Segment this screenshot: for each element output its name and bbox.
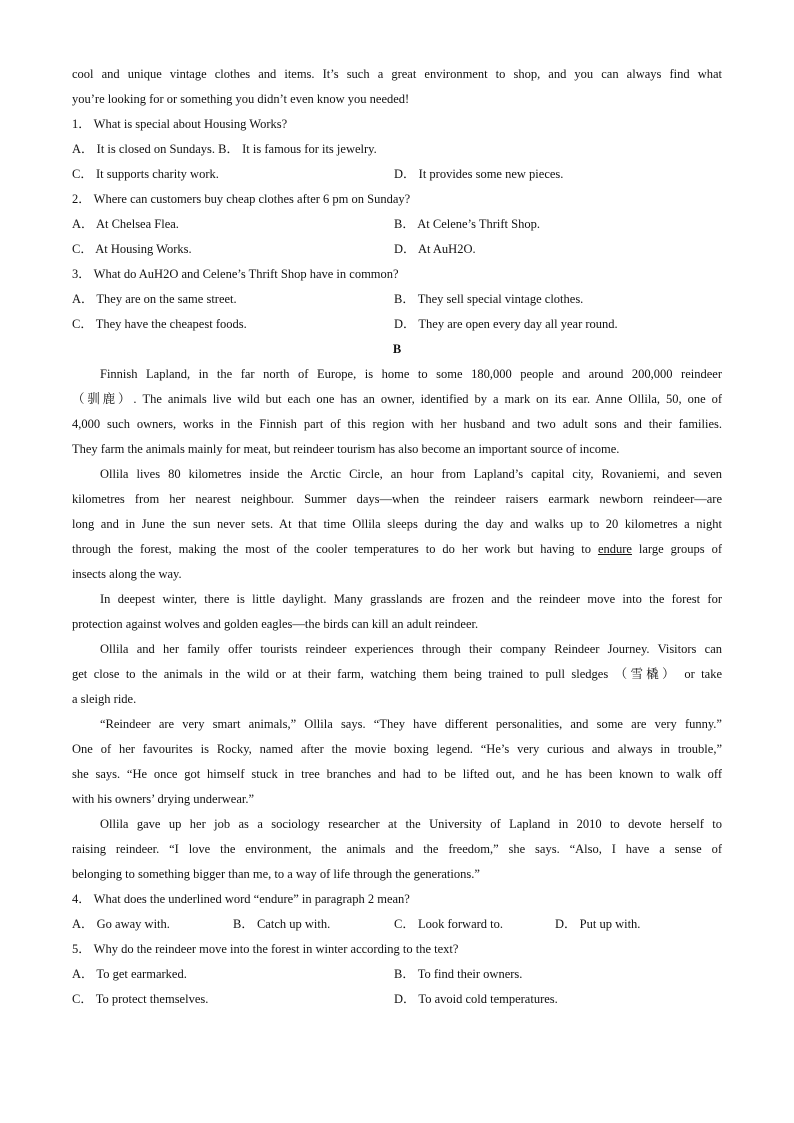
option-c: C． They have the cheapest foods. xyxy=(72,317,247,331)
passage-b-line: a sleigh ride. xyxy=(72,692,137,706)
passage-b-line: 4,000 such owners, works in the Finnish part of this region with her husband and two adult sons and their families. xyxy=(72,417,722,431)
passage-b-line: belonging to something bigger than me, to a way of life through the generations.” xyxy=(72,867,480,881)
question-3-stem: 3． What do AuH2O and Celene’s Thrift Shop have in common? xyxy=(72,267,399,281)
passage-b-line: Ollila gave up her job as a sociology researcher at the University of Lapland in 2010 to devote herself to xyxy=(100,817,722,831)
passage-a-line: you’re looking for or something you didn’t even know you needed! xyxy=(72,92,410,106)
question-4-stem: 4． What does the underlined word “endure” in paragraph 2 mean? xyxy=(72,892,410,906)
option-c: C． To protect themselves. xyxy=(72,992,209,1006)
passage-b-line: “Reindeer are very smart animals,” Ollila says. “They have different personalities, and some are very funny.” xyxy=(100,717,722,731)
passage-b-line: with his owners’ drying underwear.” xyxy=(72,792,255,806)
passage-b-line: she says. “He once got himself stuck in tree branches and had to be lifted out, and he has been known to walk off xyxy=(72,767,722,781)
question-1-options-ab: A． It is closed on Sundays. B． It is famous for its jewelry. xyxy=(72,142,377,156)
exam-page xyxy=(72,62,722,1012)
passage-b-line: raising reindeer. “I love the environment, the animals and the freedom,” she says. “Also, I have a sense of xyxy=(72,842,722,856)
passage-b-line: insects along the way. xyxy=(72,567,182,581)
passage-b-line: Ollila lives 80 kilometres inside the Arctic Circle, an hour from Lapland’s capital city, Rovaniemi, and seven xyxy=(100,467,722,481)
passage-b-line: They farm the animals mainly for meat, but reindeer tourism has also become an important source of income. xyxy=(72,442,620,456)
question-3-options-ab xyxy=(72,287,722,312)
passage-b-line xyxy=(72,537,722,562)
passage-b-line: get close to the animals in the wild or at their farm, watching them being trained to pull sledges （雪橇） or take xyxy=(72,667,722,681)
passage-b-line: In deepest winter, there is little daylight. Many grasslands are frozen and the reindeer move into the forest for xyxy=(100,592,722,606)
option-c: C． It supports charity work. xyxy=(72,167,219,181)
question-5-options-ab xyxy=(72,962,722,987)
question-3-options-cd xyxy=(72,312,722,337)
question-5-options-cd xyxy=(72,987,722,1012)
option-b: B． Catch up with. xyxy=(233,917,331,931)
option-b: B． To find their owners. xyxy=(394,967,523,981)
passage-b-line: One of her favourites is Rocky, named after the movie boxing legend. “He’s very curious and always in trouble,” xyxy=(72,742,722,756)
passage-b-line: protection against wolves and golden eagles—the birds can kill an adult reindeer. xyxy=(72,617,479,631)
option-c: C． At Housing Works. xyxy=(72,242,192,256)
option-a: A． At Chelsea Flea. xyxy=(72,217,179,231)
passage-b-line: kilometres from her nearest neighbour. Summer days—when the reindeer raisers earmark newborn reindeer—are xyxy=(72,492,722,506)
question-5-stem: 5． Why do the reindeer move into the forest in winter according to the text? xyxy=(72,942,459,956)
option-c: C． Look forward to. xyxy=(394,917,504,931)
question-4-options xyxy=(72,912,722,937)
option-d: D． At AuH2O. xyxy=(394,242,476,256)
passage-b-line: （驯鹿）. The animals live wild but each one has an owner, identified by a mark on its ear. Anne Ollila, 50, one of xyxy=(72,392,722,406)
option-b: B． At Celene’s Thrift Shop. xyxy=(394,217,540,231)
passage-b-line: long and in June the sun never sets. At that time Ollila sleeps during the day and walks up to 20 kilometres a night xyxy=(72,517,722,531)
option-d: D． Put up with. xyxy=(555,917,641,931)
option-a: A． Go away with. xyxy=(72,917,170,931)
question-2-options-ab xyxy=(72,212,722,237)
passage-b-line: Ollila and her family offer tourists reindeer experiences through their company Reindeer Journey. Visitors can xyxy=(100,642,722,656)
option-a: A． They are on the same street. xyxy=(72,292,237,306)
passage-b-line: Finnish Lapland, in the far north of Europe, is home to some 180,000 people and around 200,000 reindeer xyxy=(100,367,722,381)
text-run: large groups of xyxy=(631,542,722,556)
question-1-stem: 1． What is special about Housing Works? xyxy=(72,117,288,131)
question-2-options-cd xyxy=(72,237,722,262)
option-d: D． It provides some new pieces. xyxy=(394,167,564,181)
text-run: through the forest, making the most of the cooler temperatures to do her work but having to xyxy=(72,542,598,556)
option-a: A． To get earmarked. xyxy=(72,967,187,981)
question-2-stem: 2． Where can customers buy cheap clothes after 6 pm on Sunday? xyxy=(72,192,411,206)
section-b-title: B xyxy=(392,342,402,356)
option-b: B． They sell special vintage clothes. xyxy=(394,292,584,306)
option-d: D． To avoid cold temperatures. xyxy=(394,992,558,1006)
question-1-options-cd xyxy=(72,162,722,187)
underlined-word-endure: endure xyxy=(597,542,632,556)
passage-a-line: cool and unique vintage clothes and items. It’s such a great environment to shop, and you can always find what xyxy=(72,67,722,81)
option-d: D． They are open every day all year round. xyxy=(394,317,618,331)
